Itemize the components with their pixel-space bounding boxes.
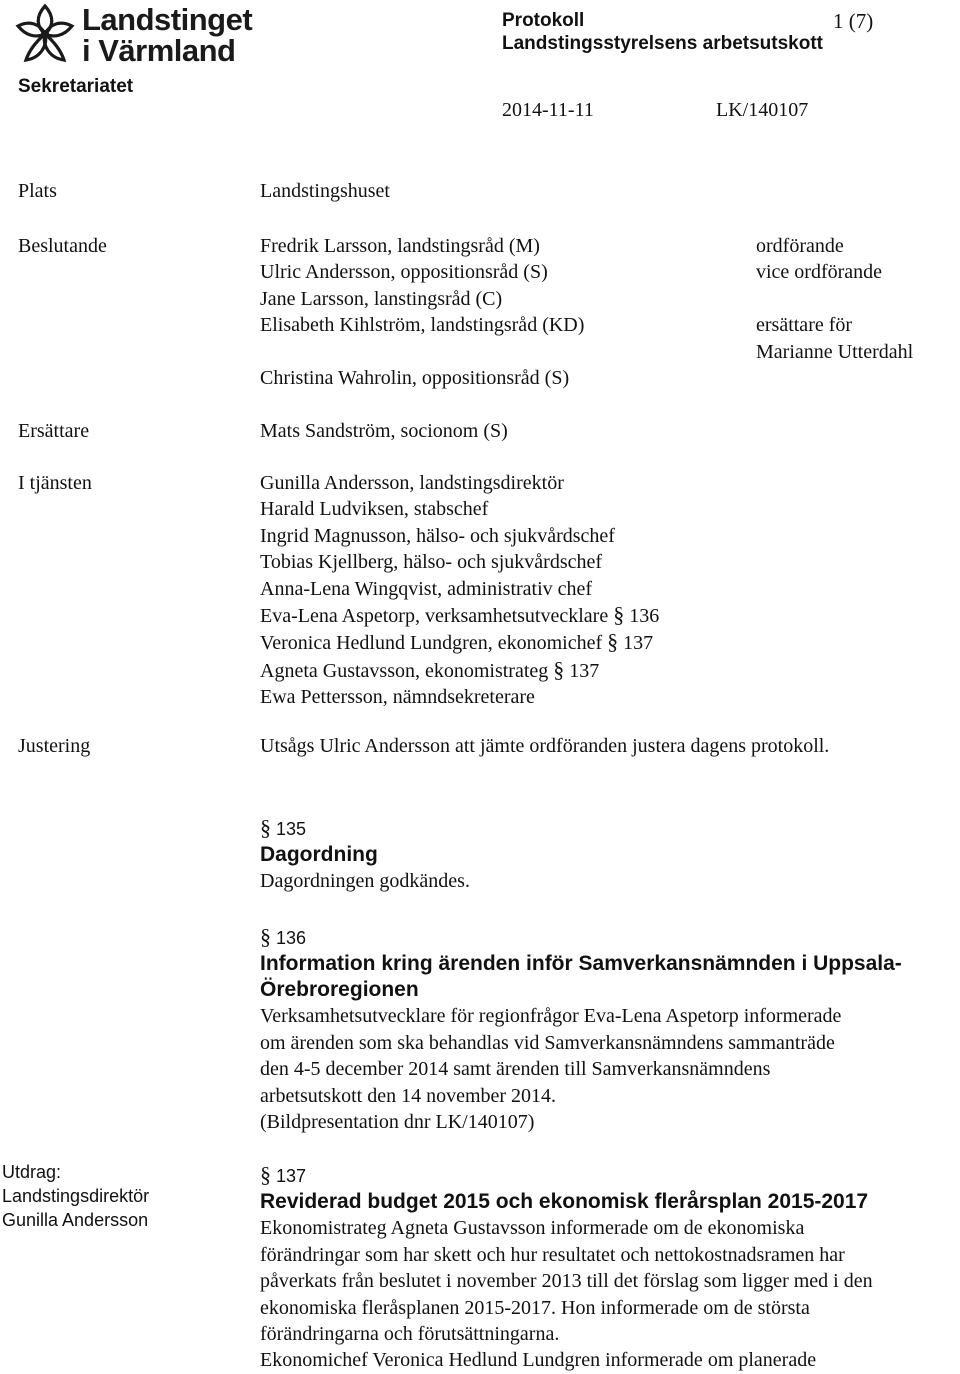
organization-logo xyxy=(14,2,253,72)
paragraph-ref: 136 xyxy=(629,605,660,628)
paragraph-ref: 137 xyxy=(623,632,654,655)
plats-label: Plats xyxy=(18,180,57,202)
justering-value: Utsågs Ulric Andersson att jämte ordföranden justera dagens protokoll. xyxy=(260,735,830,757)
logo-text xyxy=(82,4,252,66)
tjansten-item xyxy=(260,523,659,549)
justering-label: Justering xyxy=(18,735,91,757)
note-line: Gunilla Andersson xyxy=(2,1210,149,1230)
beslutande-names xyxy=(260,233,584,391)
tjansten-text: Veronica Hedlund Lundgren, ekonomichef xyxy=(260,632,603,655)
section-number: 137 xyxy=(276,1166,307,1186)
beslutande-role: ersättare för xyxy=(756,314,853,337)
case-number: LK/140107 xyxy=(716,99,809,121)
committee-name: Landstingsstyrelsens arbetsutskott xyxy=(502,33,823,54)
tjansten-text: Anna-Lena Wingqvist, administrativ chef xyxy=(260,577,593,600)
tjansten-list xyxy=(260,470,659,711)
section-title: Örebroregionen xyxy=(260,978,419,1002)
tjansten-item xyxy=(260,470,659,496)
tjansten-item xyxy=(260,496,659,522)
document-type: Protokoll xyxy=(502,10,585,31)
beslutande-name: Christina Wahrolin, oppositionsråd (S) xyxy=(260,367,570,390)
flower-logo-icon xyxy=(14,2,76,68)
page-number: 1 (7) xyxy=(833,9,874,33)
tjansten-item xyxy=(260,657,659,684)
section-title: Reviderad budget 2015 och ekonomisk flerårsplan 2015-2017 xyxy=(260,1190,869,1214)
section-sign-icon: § xyxy=(553,656,565,682)
logo-line-2: i Värmland xyxy=(82,33,236,68)
section-number: 135 xyxy=(276,819,307,839)
tjansten-item xyxy=(260,576,659,602)
beslutande-name: Jane Larsson, lanstingsråd (C) xyxy=(260,287,503,310)
section-sign-icon: § xyxy=(607,629,619,655)
tjansten-item xyxy=(260,629,659,656)
section-sign-icon: § xyxy=(260,1162,271,1187)
section-title: Dagordning xyxy=(260,843,378,867)
tjansten-text: Agneta Gustavsson, ekonomistrateg xyxy=(260,659,549,682)
meeting-date: 2014-11-11 xyxy=(502,99,594,121)
beslutande-role: ordförande xyxy=(756,235,844,257)
tjansten-text: Eva-Lena Aspetorp, verksamhetsutvecklare xyxy=(260,605,609,628)
section-body-line: Dagordningen godkändes. xyxy=(260,870,470,893)
section-body-line: ekonomiska fleråsplanen 2015-2017. Hon informerade om de största xyxy=(260,1296,810,1319)
beslutande-name: Ulric Andersson, oppositionsråd (S) xyxy=(260,261,548,284)
section-sign-icon: § xyxy=(260,815,271,840)
tjansten-item xyxy=(260,602,659,629)
section-sign-icon: § xyxy=(260,924,271,949)
section-135 xyxy=(260,815,950,895)
note-line: Landstingsdirektör xyxy=(2,1186,150,1206)
tjansten-text: Harald Ludviksen, stabschef xyxy=(260,498,489,521)
beslutande-name: Fredrik Larsson, landstingsråd (M) xyxy=(260,235,540,257)
tjansten-item xyxy=(260,684,659,710)
beslutande-role xyxy=(756,286,913,312)
section-body-line: Verksamhetsutvecklare för regionfrågor Eva-Lena Aspetorp informerade xyxy=(260,1005,842,1028)
distribution-note xyxy=(2,1160,149,1232)
ersattare-value: Mats Sandström, socionom (S) xyxy=(260,420,508,442)
section-number: 136 xyxy=(276,928,307,948)
paragraph-ref: 137 xyxy=(569,659,600,682)
logo-line-1: Landstinget xyxy=(82,2,253,37)
tjansten-item xyxy=(260,549,659,575)
tjansten-label: I tjänsten xyxy=(18,472,92,494)
beslutande-name xyxy=(260,339,584,365)
section-body-line: förändringar som har skett och hur resultatet och nettokostnadsramen har xyxy=(260,1243,845,1266)
section-136 xyxy=(260,924,950,1135)
section-body-line: (Bildpresentation dnr LK/140107) xyxy=(260,1111,535,1134)
section-body-line: påverkats från beslutet i november 2013 till det förslag som ligger med i den xyxy=(260,1270,873,1293)
section-body-line: om ärenden som ska behandlas vid Samverkansnämndens sammanträde xyxy=(260,1031,835,1054)
section-body-line: förändringarna och förutsättningarna. xyxy=(260,1323,560,1346)
department-name: Sekretariatet xyxy=(18,76,134,97)
plats-value: Landstingshuset xyxy=(260,180,390,202)
section-body-line: Ekonomistrateg Agneta Gustavsson informerade om de ekonomiska xyxy=(260,1217,805,1240)
section-137 xyxy=(260,1162,950,1374)
section-body-line: arbetsutskott den 14 november 2014. xyxy=(260,1084,557,1107)
section-body-line: den 4-5 december 2014 samt ärenden till Samverkansnämndens xyxy=(260,1058,771,1081)
beslutande-label: Beslutande xyxy=(18,235,107,257)
tjansten-text: Ingrid Magnusson, hälso- och sjukvårdschef xyxy=(260,524,615,547)
beslutande-name: Elisabeth Kihlström, landstingsråd (KD) xyxy=(260,314,585,337)
beslutande-roles xyxy=(756,233,913,365)
section-title: Information kring ärenden inför Samverkansnämnden i Uppsala- xyxy=(260,952,902,976)
section-body-line: Ekonomichef Veronica Hedlund Lundgren informerade om planerade xyxy=(260,1349,817,1372)
ersattare-label: Ersättare xyxy=(18,420,90,442)
beslutande-role: vice ordförande xyxy=(756,261,883,284)
beslutande-role: Marianne Utterdahl xyxy=(756,340,914,363)
tjansten-text: Gunilla Andersson, landstingsdirektör xyxy=(260,472,564,494)
tjansten-text: Ewa Pettersson, nämndsekreterare xyxy=(260,686,535,709)
note-line: Utdrag: xyxy=(2,1162,62,1182)
section-sign-icon: § xyxy=(613,602,625,628)
tjansten-text: Tobias Kjellberg, hälso- och sjukvårdschef xyxy=(260,551,603,574)
